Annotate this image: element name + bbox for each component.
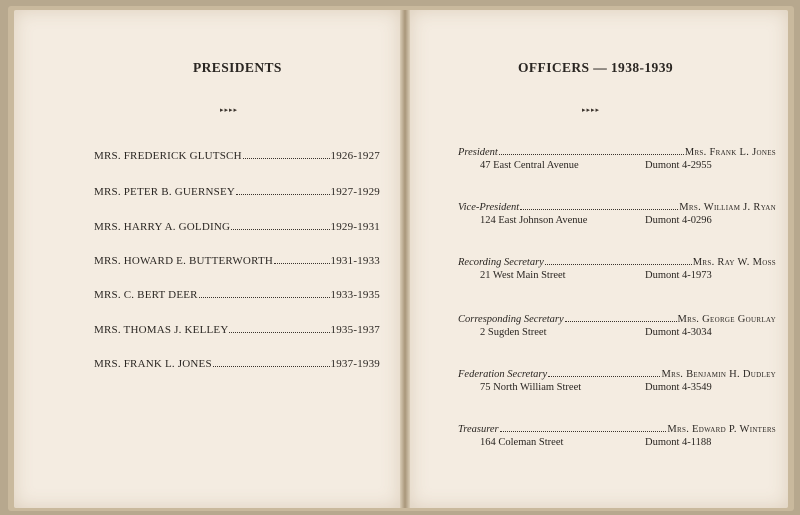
officer-entry xyxy=(458,257,776,284)
president-row xyxy=(94,186,380,198)
president-row xyxy=(94,221,380,233)
president-row xyxy=(94,358,380,370)
officer-phone: Dumont 4-3034 xyxy=(645,327,712,338)
officer-title: Recording Secretary xyxy=(458,257,544,268)
president-years: 1931-1933 xyxy=(330,255,380,267)
dot-leader xyxy=(236,194,330,195)
officer-phone: Dumont 4-3549 xyxy=(645,382,712,393)
officer-phone: Dumont 4-2955 xyxy=(645,160,712,171)
officer-address: 164 Coleman Street xyxy=(480,437,564,448)
dot-leader xyxy=(548,376,660,377)
president-years: 1935-1937 xyxy=(330,324,380,336)
officer-address: 2 Sugden Street xyxy=(480,327,547,338)
officer-name: Mrs. Edward P. Winters xyxy=(667,424,776,435)
president-name: MRS. FREDERICK GLUTSCH xyxy=(94,150,242,162)
presidents-heading: PRESIDENTS xyxy=(193,60,282,75)
officer-phone: Dumont 4-1973 xyxy=(645,270,712,281)
dot-leader xyxy=(229,332,329,333)
officer-title: Federation Secretary xyxy=(458,369,548,380)
officer-entry xyxy=(458,202,776,229)
dot-leader xyxy=(565,321,677,322)
officer-entry xyxy=(458,424,776,451)
officer-address: 47 East Central Avenue xyxy=(480,160,579,171)
officer-phone: Dumont 4-1188 xyxy=(645,437,712,448)
officer-address: 75 North William Street xyxy=(480,382,582,393)
dot-leader xyxy=(231,229,329,230)
president-years: 1937-1939 xyxy=(330,358,380,370)
officer-name: Mrs. William J. Ryan xyxy=(679,202,776,213)
ornament: ▸▸▸▸ xyxy=(582,106,601,114)
ornament: ▸▸▸▸ xyxy=(220,106,239,114)
officer-name: Mrs. Ray W. Moss xyxy=(692,257,776,268)
dot-leader xyxy=(545,264,692,265)
dot-leader xyxy=(274,263,330,264)
president-row xyxy=(94,324,380,336)
officer-name: Mrs. Benjamin H. Dudley xyxy=(661,369,776,380)
officer-name: Mrs. Frank L. Jones xyxy=(684,147,776,158)
officer-entry xyxy=(458,147,776,174)
president-years: 1927-1929 xyxy=(330,186,380,198)
right-page xyxy=(410,10,788,508)
president-name: MRS. HARRY A. GOLDING xyxy=(94,221,231,233)
president-row xyxy=(94,150,380,162)
president-name: MRS. HOWARD E. BUTTERWORTH xyxy=(94,255,274,267)
dot-leader xyxy=(213,366,330,367)
officer-title: Corresponding Secretary xyxy=(458,314,564,325)
officer-address: 21 West Main Street xyxy=(480,270,566,281)
dot-leader xyxy=(243,158,330,159)
officer-title: Vice-President xyxy=(458,202,520,213)
officer-title: President xyxy=(458,147,498,158)
officer-phone: Dumont 4-0296 xyxy=(645,215,712,226)
officer-entry xyxy=(458,369,776,396)
officer-address: 124 East Johnson Avenue xyxy=(480,215,588,226)
president-name: MRS. C. BERT DEER xyxy=(94,289,198,301)
president-years: 1929-1931 xyxy=(330,221,380,233)
president-name: MRS. THOMAS J. KELLEY xyxy=(94,324,229,336)
dot-leader xyxy=(520,209,678,210)
officers-heading: OFFICERS — 1938-1939 xyxy=(518,60,674,75)
officer-name: Mrs. George Gourlay xyxy=(677,314,776,325)
president-row xyxy=(94,255,380,267)
president-years: 1926-1927 xyxy=(330,150,380,162)
president-name: MRS. FRANK L. JONES xyxy=(94,358,212,370)
president-years: 1933-1935 xyxy=(330,289,380,301)
book-spine xyxy=(400,10,410,508)
dot-leader xyxy=(499,154,684,155)
officer-title: Treasurer xyxy=(458,424,499,435)
president-name: MRS. PETER B. GUERNSEY xyxy=(94,186,236,198)
booklet xyxy=(8,6,794,511)
president-row xyxy=(94,289,380,301)
dot-leader xyxy=(500,431,667,432)
left-page xyxy=(14,10,400,508)
officer-entry xyxy=(458,314,776,341)
dot-leader xyxy=(199,297,330,298)
